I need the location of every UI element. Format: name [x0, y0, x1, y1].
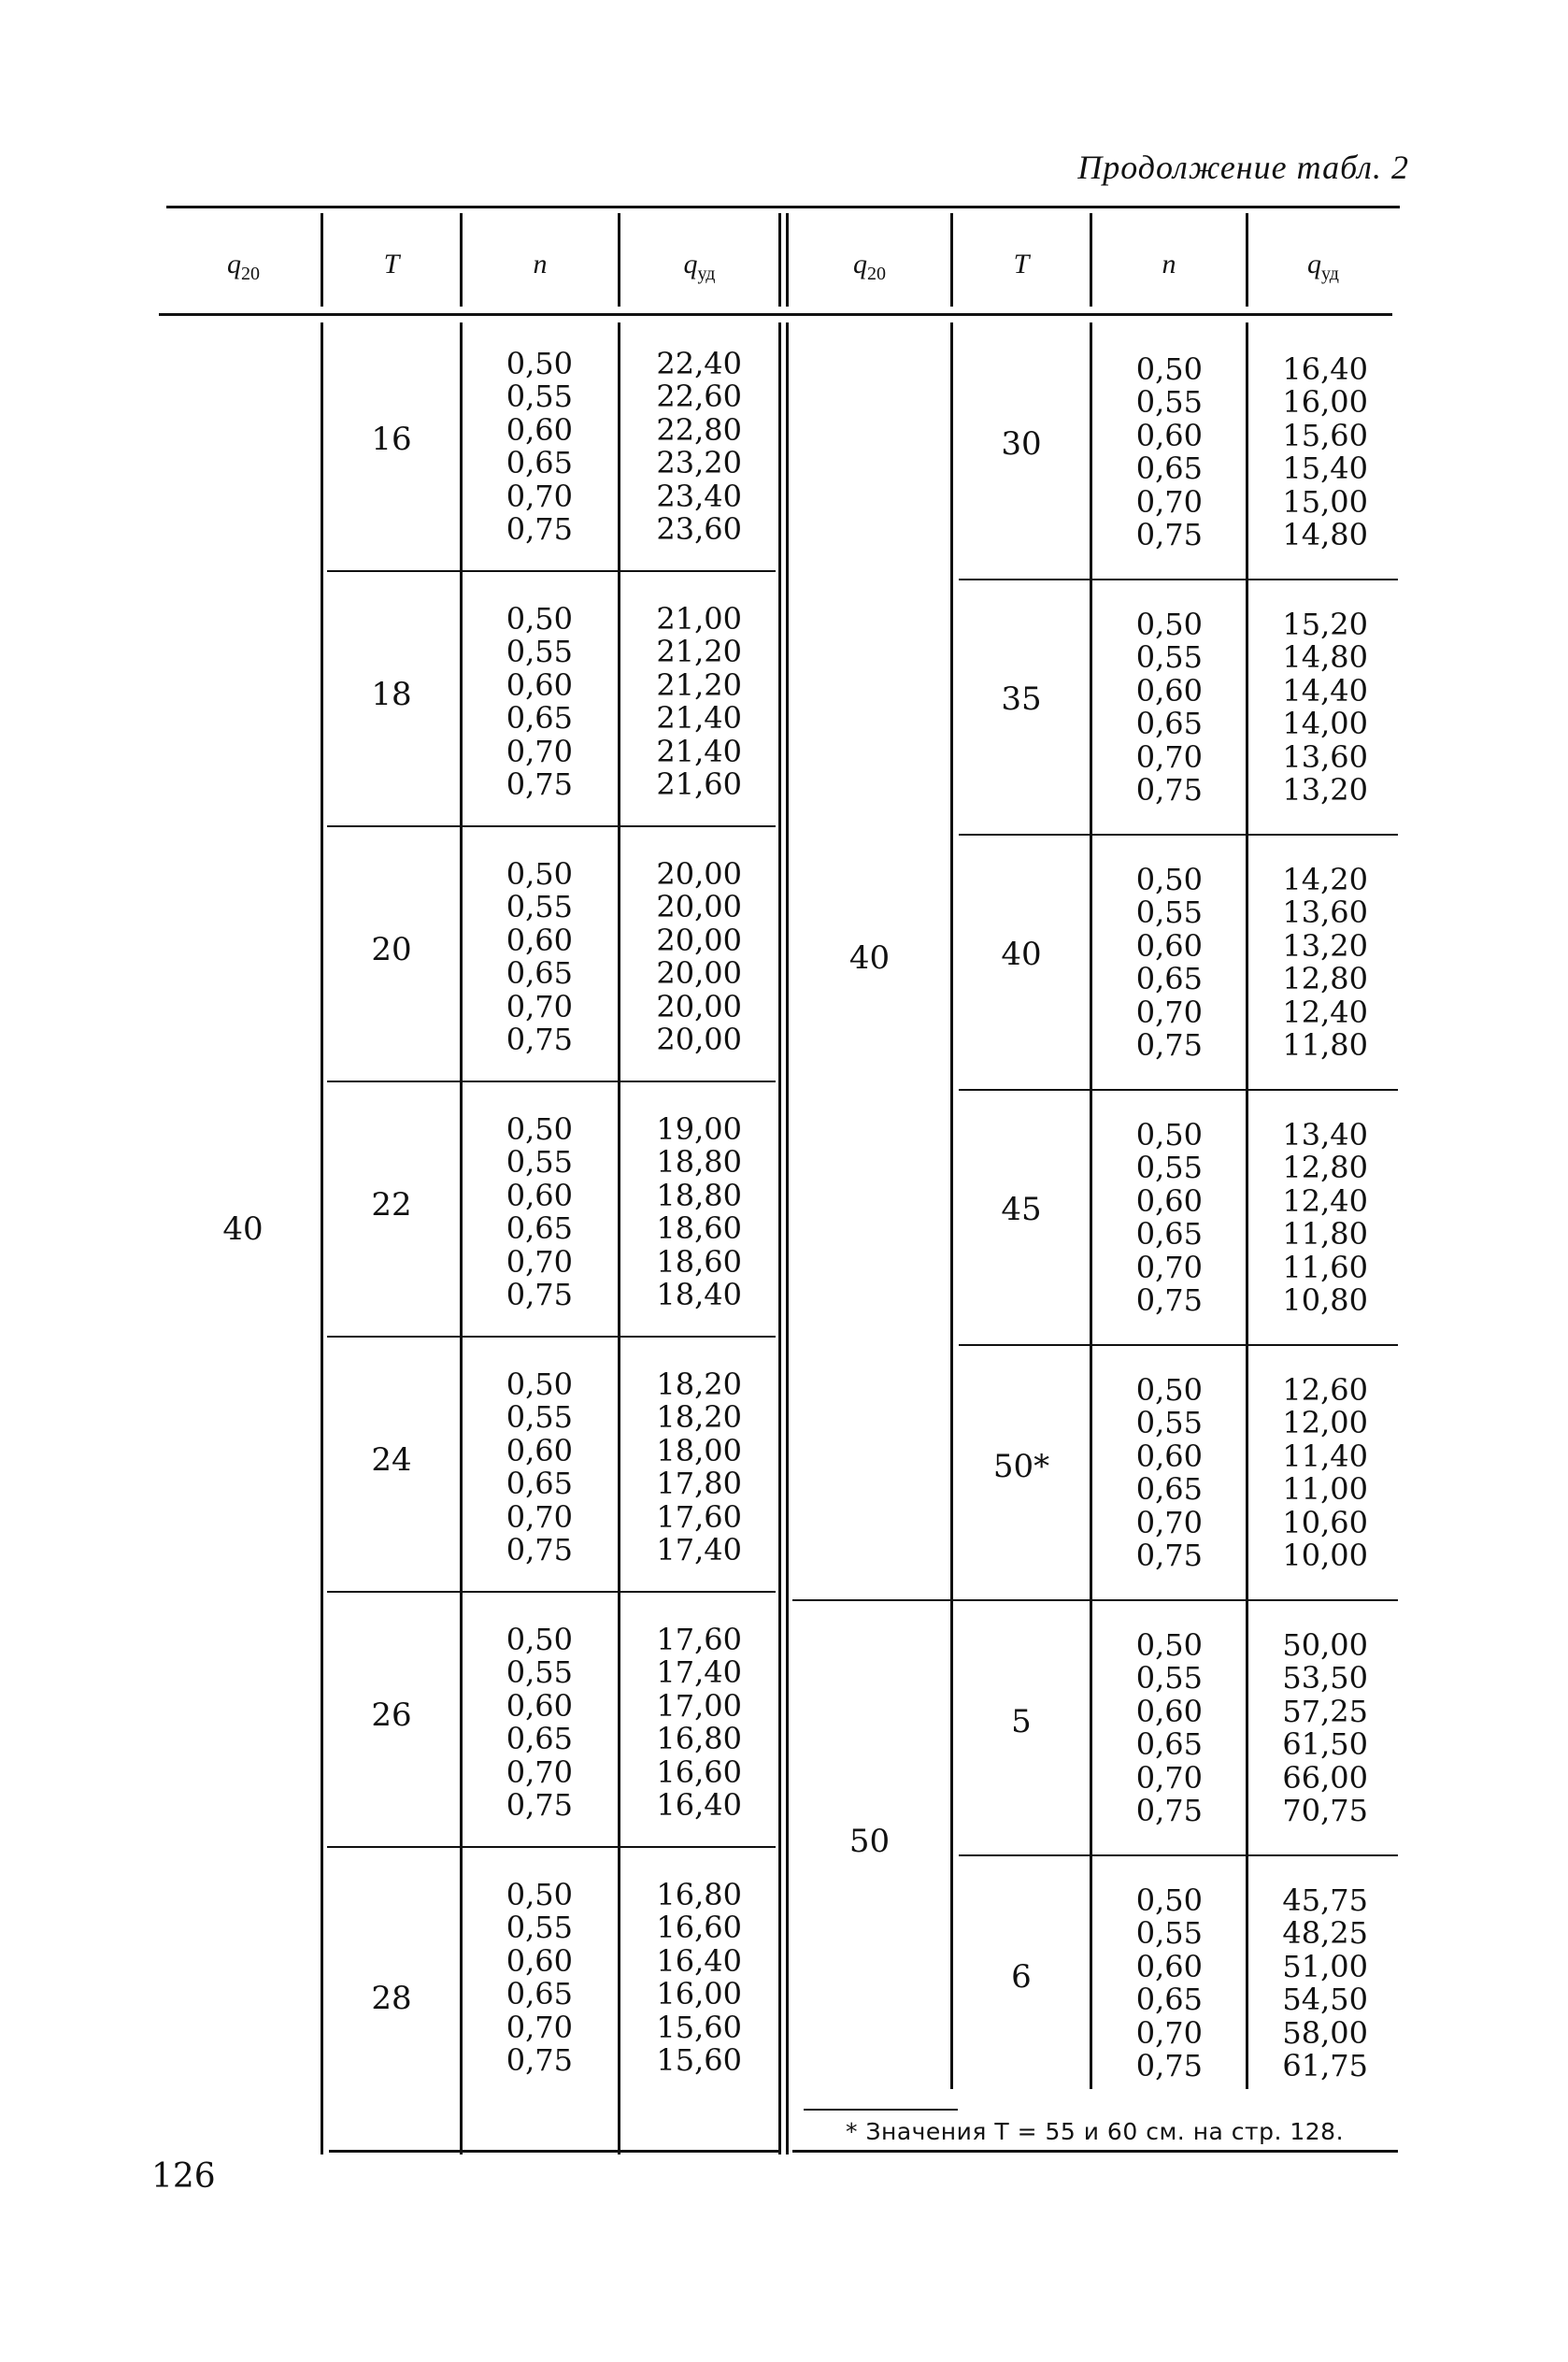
n-column: 0,50 0,55 0,60 0,65 0,70 0,75	[1135, 1117, 1203, 1318]
T-value: 45	[1001, 1191, 1042, 1228]
right-q20-value-top: 40	[848, 939, 891, 977]
qud-column: 16,40 16,00 15,60 15,40 15,00 14,80	[1282, 351, 1368, 552]
T-value: 20	[371, 931, 412, 968]
T-value: 22	[371, 1186, 412, 1224]
header-T-right: T	[1013, 249, 1030, 279]
T-value: 30	[1001, 425, 1042, 463]
table-top-rule	[166, 206, 1400, 208]
left-q20-value: 40	[222, 1210, 264, 1248]
header-T-left: T	[383, 249, 400, 279]
T-value: 18	[371, 676, 412, 713]
page-number: 126	[151, 2157, 216, 2196]
T-value: 26	[371, 1696, 412, 1734]
T-value: 5	[1011, 1703, 1032, 1740]
n-column: 0,50 0,55 0,60 0,65 0,70 0,75	[1135, 351, 1203, 552]
n-column: 0,50 0,55 0,60 0,65 0,70 0,75	[1135, 1882, 1203, 2083]
header-qud-right: $q_{уд}$	[1307, 249, 1339, 284]
qud-column: 15,20 14,80 14,40 14,00 13,60 13,20	[1282, 607, 1368, 808]
n-column: 0,50 0,55 0,60 0,65 0,70 0,75	[1135, 1372, 1203, 1573]
n-column: 0,50 0,55 0,60 0,65 0,70 0,75	[506, 1111, 573, 1312]
header-qud-left: $q_{уд}$	[683, 249, 716, 284]
T-value: 50*	[992, 1448, 1050, 1485]
n-column: 0,50 0,55 0,60 0,65 0,70 0,75	[506, 1877, 573, 2078]
qud-column: 17,60 17,40 17,00 16,80 16,60 16,40	[656, 1622, 742, 1823]
header-n-left: n	[533, 249, 548, 279]
T-value: 16	[371, 421, 412, 458]
n-column: 0,50 0,55 0,60 0,65 0,70 0,75	[506, 346, 573, 547]
header-q20-right: $q_{20}$	[853, 249, 886, 284]
footnote: * Значения T = 55 и 60 см. на стр. 128.	[846, 2118, 1345, 2145]
n-column: 0,50 0,55 0,60 0,65 0,70 0,75	[1135, 1627, 1203, 1828]
n-column: 0,50 0,55 0,60 0,65 0,70 0,75	[506, 856, 573, 1057]
qud-column: 16,80 16,60 16,40 16,00 15,60 15,60	[656, 1877, 742, 2078]
qud-column: 50,00 53,50 57,25 61,50 66,00 70,75	[1282, 1627, 1368, 1828]
header-q20-left: $q_{20}$	[227, 249, 260, 284]
n-column: 0,50 0,55 0,60 0,65 0,70 0,75	[506, 601, 573, 802]
qud-column: 13,40 12,80 12,40 11,80 11,60 10,80	[1282, 1117, 1368, 1318]
n-column: 0,50 0,55 0,60 0,65 0,70 0,75	[1135, 862, 1203, 1063]
T-value: 40	[1001, 936, 1042, 973]
T-value: 6	[1011, 1958, 1032, 1996]
T-value: 35	[1001, 680, 1042, 718]
qud-column: 21,00 21,20 21,20 21,40 21,40 21,60	[656, 601, 742, 802]
qud-column: 22,40 22,60 22,80 23,20 23,40 23,60	[656, 346, 742, 547]
header-n-right: n	[1162, 249, 1176, 279]
T-value: 24	[371, 1441, 412, 1479]
header-bottom-rule	[159, 313, 1392, 316]
qud-column: 18,20 18,20 18,00 17,80 17,60 17,40	[656, 1367, 742, 1568]
qud-column: 20,00 20,00 20,00 20,00 20,00 20,00	[656, 856, 742, 1057]
qud-column: 14,20 13,60 13,20 12,80 12,40 11,80	[1282, 862, 1368, 1063]
qud-column: 12,60 12,00 11,40 11,00 10,60 10,00	[1282, 1372, 1368, 1573]
qud-column: 45,75 48,25 51,00 54,50 58,00 61,75	[1282, 1882, 1368, 2083]
qud-column: 19,00 18,80 18,80 18,60 18,60 18,40	[656, 1111, 742, 1312]
n-column: 0,50 0,55 0,60 0,65 0,70 0,75	[506, 1367, 573, 1568]
n-column: 0,50 0,55 0,60 0,65 0,70 0,75	[506, 1622, 573, 1823]
right-q20-value-bottom: 50	[848, 1823, 891, 1860]
table-caption: Продолжение табл. 2	[1077, 149, 1409, 186]
n-column: 0,50 0,55 0,60 0,65 0,70 0,75	[1135, 607, 1203, 808]
T-value: 28	[371, 1980, 412, 2017]
